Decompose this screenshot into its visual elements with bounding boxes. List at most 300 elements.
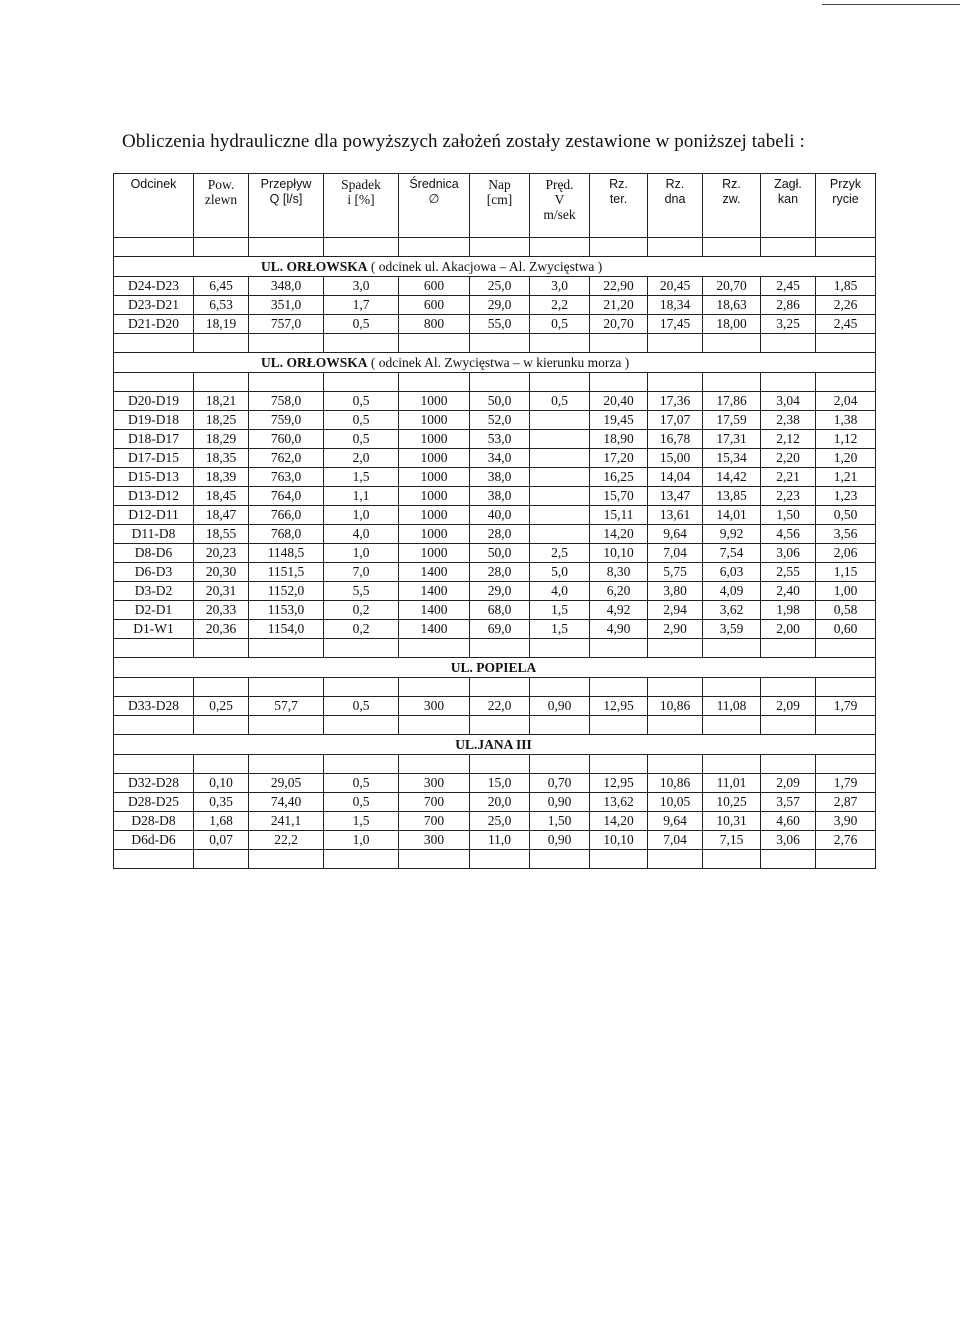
empty-cell (703, 238, 761, 257)
value-cell: 12,95 (590, 697, 648, 716)
column-header-line: Q [l/s] (269, 192, 303, 206)
empty-cell (816, 334, 876, 353)
table-row (114, 277, 876, 296)
empty-cell (761, 716, 816, 735)
table-row (114, 296, 876, 315)
empty-cell (816, 850, 876, 869)
value-cell: 18,34 (648, 296, 703, 315)
value-cell: 0,35 (194, 793, 249, 812)
table-row (114, 449, 876, 468)
value-cell: 2,26 (816, 296, 876, 315)
value-cell: 22,0 (470, 697, 530, 716)
value-cell: 28,0 (470, 525, 530, 544)
value-cell: 5,5 (324, 582, 399, 601)
table-row (114, 411, 876, 430)
value-cell: 2,90 (648, 620, 703, 639)
value-cell: 0,5 (324, 793, 399, 812)
value-cell: 25,0 (470, 277, 530, 296)
value-cell: 1400 (399, 582, 470, 601)
empty-cell (114, 755, 194, 774)
value-cell: 763,0 (249, 468, 324, 487)
value-cell: 7,15 (703, 831, 761, 850)
value-cell: 1152,0 (249, 582, 324, 601)
value-cell: 1,50 (530, 812, 590, 831)
value-cell: 18,90 (590, 430, 648, 449)
value-cell: 19,45 (590, 411, 648, 430)
value-cell: 3,06 (761, 544, 816, 563)
value-cell: 1,1 (324, 487, 399, 506)
empty-cell (324, 755, 399, 774)
value-cell: 3,90 (816, 812, 876, 831)
empty-cell (590, 716, 648, 735)
table-row (114, 315, 876, 334)
blank-row (114, 850, 876, 869)
value-cell: 1148,5 (249, 544, 324, 563)
value-cell: 764,0 (249, 487, 324, 506)
empty-cell (816, 639, 876, 658)
empty-cell (114, 716, 194, 735)
empty-cell (470, 639, 530, 658)
empty-cell (530, 373, 590, 392)
value-cell: 2,06 (816, 544, 876, 563)
empty-cell (470, 238, 530, 257)
empty-cell (648, 373, 703, 392)
value-cell: 15,70 (590, 487, 648, 506)
empty-cell (590, 678, 648, 697)
value-cell: 0,70 (530, 774, 590, 793)
value-cell: 0,10 (194, 774, 249, 793)
empty-cell (703, 334, 761, 353)
empty-cell (816, 716, 876, 735)
empty-cell (590, 639, 648, 658)
table-row (114, 506, 876, 525)
segment-cell: D17-D15 (114, 449, 194, 468)
empty-cell (324, 678, 399, 697)
segment-cell: D24-D23 (114, 277, 194, 296)
segment-cell: D19-D18 (114, 411, 194, 430)
blank-row (114, 678, 876, 697)
value-cell: 10,86 (648, 774, 703, 793)
column-header-line: Zagł. (774, 177, 802, 191)
empty-cell (761, 639, 816, 658)
value-cell: 0,25 (194, 697, 249, 716)
empty-cell (703, 639, 761, 658)
value-cell: 1,79 (816, 697, 876, 716)
table-row (114, 525, 876, 544)
value-cell: 28,0 (470, 563, 530, 582)
empty-cell (249, 334, 324, 353)
value-cell: 9,64 (648, 525, 703, 544)
value-cell: 52,0 (470, 411, 530, 430)
segment-cell: D1-W1 (114, 620, 194, 639)
column-header (590, 174, 648, 238)
value-cell: 3,04 (761, 392, 816, 411)
column-header-line: Średnica (409, 177, 459, 191)
value-cell: 10,86 (648, 697, 703, 716)
value-cell: 2,21 (761, 468, 816, 487)
value-cell: 14,04 (648, 468, 703, 487)
value-cell: 0,5 (324, 697, 399, 716)
empty-cell (324, 373, 399, 392)
empty-cell (399, 639, 470, 658)
value-cell: 0,5 (530, 392, 590, 411)
column-header-line: Rz. (609, 177, 628, 191)
value-cell: 11,08 (703, 697, 761, 716)
value-cell (530, 449, 590, 468)
value-cell: 760,0 (249, 430, 324, 449)
page-heading: Obliczenia hydrauliczne dla powyższych założeń zostały zestawione w poniższej tabeli : (122, 131, 805, 152)
value-cell: 1,68 (194, 812, 249, 831)
value-cell: 0,5 (324, 774, 399, 793)
column-header-line: zlewn (204, 192, 238, 207)
value-cell: 2,09 (761, 774, 816, 793)
value-cell: 57,7 (249, 697, 324, 716)
blank-row (114, 238, 876, 257)
blank-row (114, 716, 876, 735)
value-cell: 20,33 (194, 601, 249, 620)
empty-cell (761, 755, 816, 774)
value-cell: 759,0 (249, 411, 324, 430)
empty-cell (816, 373, 876, 392)
value-cell: 10,31 (703, 812, 761, 831)
section-street-name: UL.JANA III (455, 736, 532, 752)
table-row (114, 392, 876, 411)
value-cell: 351,0 (249, 296, 324, 315)
empty-cell (703, 678, 761, 697)
value-cell: 16,78 (648, 430, 703, 449)
value-cell: 1,5 (324, 812, 399, 831)
value-cell: 2,94 (648, 601, 703, 620)
value-cell: 0,90 (530, 697, 590, 716)
value-cell: 0,90 (530, 793, 590, 812)
empty-cell (114, 238, 194, 257)
value-cell: 15,34 (703, 449, 761, 468)
section-title (114, 658, 876, 678)
value-cell: 1154,0 (249, 620, 324, 639)
column-header (761, 174, 816, 238)
empty-cell (703, 373, 761, 392)
column-header-line: Odcinek (130, 177, 177, 191)
value-cell: 20,0 (470, 793, 530, 812)
value-cell: 6,53 (194, 296, 249, 315)
empty-cell (194, 238, 249, 257)
blank-row (114, 755, 876, 774)
empty-cell (194, 334, 249, 353)
value-cell: 29,0 (470, 582, 530, 601)
value-cell: 3,56 (816, 525, 876, 544)
value-cell: 11,01 (703, 774, 761, 793)
segment-cell: D20-D19 (114, 392, 194, 411)
value-cell: 1,15 (816, 563, 876, 582)
value-cell: 2,45 (816, 315, 876, 334)
value-cell: 15,11 (590, 506, 648, 525)
table-row (114, 793, 876, 812)
empty-cell (249, 755, 324, 774)
value-cell: 4,60 (761, 812, 816, 831)
value-cell: 2,87 (816, 793, 876, 812)
value-cell: 22,90 (590, 277, 648, 296)
value-cell: 18,25 (194, 411, 249, 430)
value-cell: 1151,5 (249, 563, 324, 582)
value-cell: 53,0 (470, 430, 530, 449)
empty-cell (530, 850, 590, 869)
value-cell: 2,40 (761, 582, 816, 601)
value-cell: 1,85 (816, 277, 876, 296)
empty-cell (249, 639, 324, 658)
value-cell: 22,2 (249, 831, 324, 850)
value-cell: 758,0 (249, 392, 324, 411)
value-cell: 0,60 (816, 620, 876, 639)
empty-cell (249, 238, 324, 257)
value-cell: 2,86 (761, 296, 816, 315)
value-cell: 13,61 (648, 506, 703, 525)
value-cell: 1000 (399, 430, 470, 449)
column-header (470, 174, 530, 238)
table-row (114, 697, 876, 716)
table-row (114, 582, 876, 601)
value-cell: 5,75 (648, 563, 703, 582)
value-cell: 15,00 (648, 449, 703, 468)
section-subtitle: ( odcinek ul. Akacjowa – Al. Zwycięstwa ) (367, 258, 603, 274)
segment-cell: D11-D8 (114, 525, 194, 544)
table-row (114, 563, 876, 582)
value-cell: 0,07 (194, 831, 249, 850)
value-cell: 1,98 (761, 601, 816, 620)
value-cell (530, 506, 590, 525)
value-cell: 1,5 (324, 468, 399, 487)
table-row (114, 487, 876, 506)
value-cell: 0,5 (324, 411, 399, 430)
value-cell: 18,47 (194, 506, 249, 525)
value-cell: 300 (399, 697, 470, 716)
value-cell: 10,10 (590, 831, 648, 850)
table-row (114, 601, 876, 620)
value-cell: 18,35 (194, 449, 249, 468)
value-cell: 768,0 (249, 525, 324, 544)
empty-cell (590, 755, 648, 774)
value-cell: 18,63 (703, 296, 761, 315)
value-cell: 241,1 (249, 812, 324, 831)
hydraulic-calculations-table (113, 173, 876, 869)
empty-cell (761, 850, 816, 869)
empty-cell (648, 334, 703, 353)
top-edge-line (822, 4, 960, 5)
value-cell: 38,0 (470, 487, 530, 506)
value-cell: 5,0 (530, 563, 590, 582)
value-cell: 20,30 (194, 563, 249, 582)
empty-cell (648, 678, 703, 697)
value-cell: 74,40 (249, 793, 324, 812)
value-cell: 13,85 (703, 487, 761, 506)
segment-cell: D18-D17 (114, 430, 194, 449)
table-row (114, 620, 876, 639)
empty-cell (761, 373, 816, 392)
value-cell: 10,10 (590, 544, 648, 563)
value-cell: 29,0 (470, 296, 530, 315)
value-cell: 1400 (399, 563, 470, 582)
value-cell: 1000 (399, 544, 470, 563)
value-cell (530, 487, 590, 506)
value-cell: 2,00 (761, 620, 816, 639)
value-cell: 1,79 (816, 774, 876, 793)
empty-cell (648, 238, 703, 257)
empty-cell (816, 678, 876, 697)
value-cell: 1,0 (324, 831, 399, 850)
value-cell: 4,0 (324, 525, 399, 544)
segment-cell: D33-D28 (114, 697, 194, 716)
column-header-line: zw. (722, 192, 741, 206)
empty-cell (470, 716, 530, 735)
empty-cell (470, 373, 530, 392)
value-cell: 18,29 (194, 430, 249, 449)
value-cell: 17,36 (648, 392, 703, 411)
column-header (194, 174, 249, 238)
column-header (249, 174, 324, 238)
empty-cell (470, 334, 530, 353)
value-cell: 4,0 (530, 582, 590, 601)
value-cell: 3,59 (703, 620, 761, 639)
value-cell: 9,92 (703, 525, 761, 544)
value-cell: 18,39 (194, 468, 249, 487)
empty-cell (761, 238, 816, 257)
value-cell: 4,09 (703, 582, 761, 601)
empty-cell (324, 238, 399, 257)
value-cell: 0,5 (324, 430, 399, 449)
column-header-line: Pow. (207, 177, 235, 192)
empty-cell (703, 716, 761, 735)
column-header (114, 174, 194, 238)
empty-cell (324, 716, 399, 735)
value-cell (530, 430, 590, 449)
value-cell: 7,04 (648, 831, 703, 850)
value-cell: 13,62 (590, 793, 648, 812)
empty-cell (590, 373, 648, 392)
column-header (703, 174, 761, 238)
empty-cell (249, 850, 324, 869)
empty-cell (249, 373, 324, 392)
segment-cell: D8-D6 (114, 544, 194, 563)
value-cell: 1400 (399, 620, 470, 639)
value-cell: 14,42 (703, 468, 761, 487)
blank-row (114, 373, 876, 392)
table-body (114, 174, 876, 869)
value-cell: 50,0 (470, 392, 530, 411)
empty-cell (590, 334, 648, 353)
value-cell: 2,76 (816, 831, 876, 850)
empty-cell (648, 755, 703, 774)
value-cell: 1000 (399, 468, 470, 487)
value-cell: 38,0 (470, 468, 530, 487)
empty-cell (648, 716, 703, 735)
column-header-line: Rz. (722, 177, 741, 191)
section-street-name: UL. ORŁOWSKA (261, 258, 368, 274)
value-cell: 4,56 (761, 525, 816, 544)
value-cell: 1,0 (324, 506, 399, 525)
value-cell: 700 (399, 793, 470, 812)
value-cell: 2,55 (761, 563, 816, 582)
empty-cell (324, 334, 399, 353)
value-cell: 6,03 (703, 563, 761, 582)
column-header-line: rycie (832, 192, 859, 206)
column-header (530, 174, 590, 238)
value-cell: 1,23 (816, 487, 876, 506)
value-cell: 20,31 (194, 582, 249, 601)
value-cell: 20,23 (194, 544, 249, 563)
empty-cell (530, 334, 590, 353)
value-cell: 3,25 (761, 315, 816, 334)
empty-cell (761, 334, 816, 353)
value-cell: 300 (399, 831, 470, 850)
value-cell (530, 411, 590, 430)
table-row (114, 812, 876, 831)
column-header-line: m/sek (543, 207, 576, 222)
empty-cell (399, 755, 470, 774)
blank-row (114, 639, 876, 658)
empty-cell (194, 850, 249, 869)
value-cell: 55,0 (470, 315, 530, 334)
value-cell: 17,86 (703, 392, 761, 411)
value-cell: 762,0 (249, 449, 324, 468)
empty-cell (114, 639, 194, 658)
value-cell: 3,06 (761, 831, 816, 850)
table-row (114, 774, 876, 793)
section-title-row (114, 735, 876, 755)
value-cell: 1000 (399, 525, 470, 544)
segment-cell: D2-D1 (114, 601, 194, 620)
section-title-row (114, 257, 876, 277)
value-cell: 1000 (399, 506, 470, 525)
value-cell: 0,90 (530, 831, 590, 850)
column-header-line: Spadek (341, 177, 381, 192)
value-cell: 17,20 (590, 449, 648, 468)
value-cell: 20,36 (194, 620, 249, 639)
value-cell: 0,5 (324, 315, 399, 334)
value-cell: 1000 (399, 411, 470, 430)
empty-cell (399, 678, 470, 697)
section-subtitle: ( odcinek Al. Zwycięstwa – w kierunku morza ) (367, 354, 630, 370)
segment-cell: D28-D8 (114, 812, 194, 831)
column-header-line: kan (777, 192, 799, 206)
empty-cell (703, 755, 761, 774)
segment-cell: D12-D11 (114, 506, 194, 525)
value-cell: 9,64 (648, 812, 703, 831)
value-cell: 68,0 (470, 601, 530, 620)
value-cell: 13,47 (648, 487, 703, 506)
segment-cell: D6-D3 (114, 563, 194, 582)
value-cell: 34,0 (470, 449, 530, 468)
value-cell: 10,05 (648, 793, 703, 812)
value-cell: 21,20 (590, 296, 648, 315)
value-cell: 1000 (399, 392, 470, 411)
value-cell: 7,54 (703, 544, 761, 563)
empty-cell (114, 678, 194, 697)
empty-cell (399, 334, 470, 353)
value-cell: 2,20 (761, 449, 816, 468)
value-cell: 7,0 (324, 563, 399, 582)
value-cell (530, 525, 590, 544)
empty-cell (194, 716, 249, 735)
value-cell: 2,38 (761, 411, 816, 430)
empty-cell (399, 716, 470, 735)
segment-cell: D13-D12 (114, 487, 194, 506)
empty-cell (530, 755, 590, 774)
value-cell: 20,40 (590, 392, 648, 411)
empty-cell (470, 850, 530, 869)
value-cell (530, 468, 590, 487)
value-cell: 1,5 (530, 601, 590, 620)
segment-cell: D15-D13 (114, 468, 194, 487)
column-header-line: [cm] (486, 192, 513, 207)
